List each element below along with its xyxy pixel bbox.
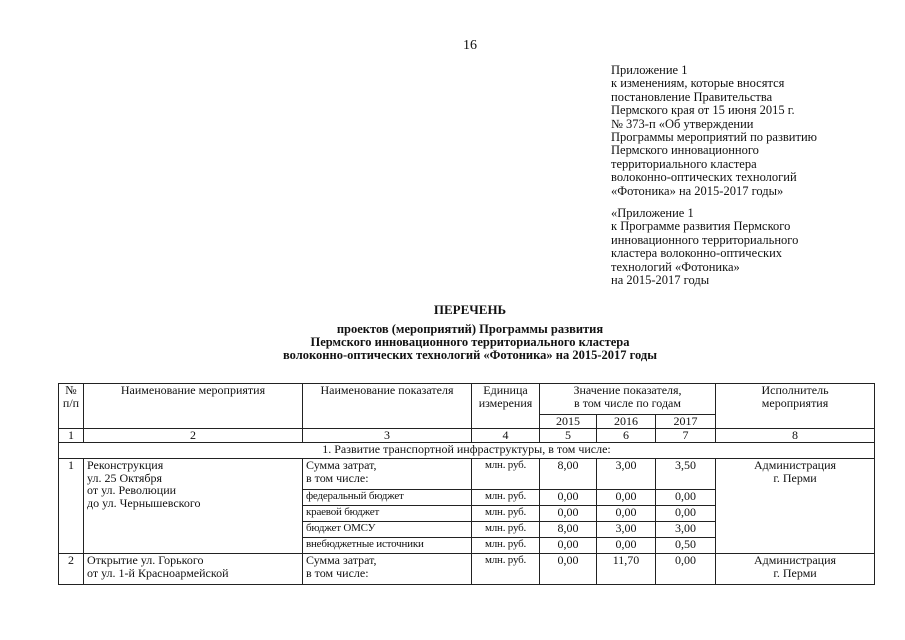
unit-cell: млн. руб. xyxy=(472,554,540,585)
header-num: № п/п xyxy=(59,384,84,429)
subtitle-line: проектов (мероприятий) Программы развития xyxy=(336,322,604,336)
header-year-2015: 2015 xyxy=(540,415,597,429)
indicator-cell: Сумма затрат, в том числе: xyxy=(303,459,472,490)
annex-line: технологий «Фотоника» xyxy=(611,259,740,274)
project-name: Открытие ул. Горького от ул. 1-й Красноармейской xyxy=(84,554,303,585)
value-2017: 3,50 xyxy=(656,459,716,490)
value-2017: 0,00 xyxy=(656,506,716,522)
annex-line: волоконно-оптических технологий xyxy=(611,170,797,185)
value-2017: 3,00 xyxy=(656,522,716,538)
column-number: 3 xyxy=(303,429,472,443)
column-number: 8 xyxy=(716,429,875,443)
annex-line: «Фотоника» на 2015-2017 годы» xyxy=(611,183,784,198)
projects-table xyxy=(58,383,875,585)
annex-line: Пермского инновационного xyxy=(611,143,759,158)
page-number: 16 xyxy=(463,38,477,53)
header-executor: Исполнитель мероприятия xyxy=(716,384,875,429)
value-2016: 0,00 xyxy=(597,538,656,554)
annex-block-2 xyxy=(611,207,896,287)
annex-line: к Программе развития Пермского xyxy=(611,219,791,234)
section-heading: 1. Развитие транспортной инфраструктуры, в том числе: xyxy=(59,443,875,459)
header-unit: Единица измерения xyxy=(472,384,540,429)
project-num: 2 xyxy=(59,554,84,585)
annex-line: «Приложение 1 xyxy=(611,206,694,220)
value-2015: 8,00 xyxy=(540,459,597,490)
annex-line: инновационного территориального xyxy=(611,232,799,247)
annex-line: постановление Правительства xyxy=(611,89,773,104)
column-number: 2 xyxy=(84,429,303,443)
project-name: Реконструкция ул. 25 Октября от ул. Революции до ул. Чернышевского xyxy=(84,459,303,554)
unit-cell: млн. руб. xyxy=(472,538,540,554)
column-numbers-row xyxy=(59,429,875,443)
indicator-cell: Сумма затрат, в том числе: xyxy=(303,554,472,585)
value-2015: 8,00 xyxy=(540,522,597,538)
indicator-cell: внебюджетные источники xyxy=(303,538,472,554)
indicator-cell: федеральный бюджет xyxy=(303,490,472,506)
annex-line: Приложение 1 xyxy=(611,63,688,77)
section-row xyxy=(59,443,875,459)
value-2016: 0,00 xyxy=(597,490,656,506)
header-year-2017: 2017 xyxy=(656,415,716,429)
executor-cell: Администрация г. Перми xyxy=(716,459,875,554)
header-event: Наименование мероприятия xyxy=(84,384,303,429)
value-2017: 0,00 xyxy=(656,554,716,585)
value-2015: 0,00 xyxy=(540,554,597,585)
document-title: ПЕРЕЧЕНЬ xyxy=(433,302,507,317)
value-2017: 0,00 xyxy=(656,490,716,506)
value-2017: 0,50 xyxy=(656,538,716,554)
column-number: 7 xyxy=(656,429,716,443)
unit-cell: млн. руб. xyxy=(472,490,540,506)
unit-cell: млн. руб. xyxy=(472,522,540,538)
value-2015: 0,00 xyxy=(540,506,597,522)
annex-line: Программы мероприятий по развитию xyxy=(611,130,817,145)
project-num: 1 xyxy=(59,459,84,554)
column-number: 4 xyxy=(472,429,540,443)
indicator-cell: бюджет ОМСУ xyxy=(303,522,472,538)
value-2016: 0,00 xyxy=(597,506,656,522)
executor-cell: Администрация г. Перми xyxy=(716,554,875,585)
annex-line: территориального кластера xyxy=(611,156,757,171)
value-2016: 3,00 xyxy=(597,522,656,538)
column-number: 5 xyxy=(540,429,597,443)
annex-line: к изменениям, которые вносятся xyxy=(611,76,785,91)
column-number: 6 xyxy=(597,429,656,443)
annex-line: кластера волоконно-оптических xyxy=(611,246,783,261)
unit-cell: млн. руб. xyxy=(472,506,540,522)
column-number: 1 xyxy=(59,429,84,443)
value-2015: 0,00 xyxy=(540,490,597,506)
header-row xyxy=(59,384,875,415)
header-value: Значение показателя, в том числе по годам xyxy=(540,384,716,415)
table-row xyxy=(59,554,875,585)
document-subtitle xyxy=(0,323,905,363)
value-2016: 11,70 xyxy=(597,554,656,585)
unit-cell: млн. руб. xyxy=(472,459,540,490)
value-2015: 0,00 xyxy=(540,538,597,554)
subtitle-line: волоконно-оптических технологий «Фотоника» на 2015-2017 годы xyxy=(283,348,657,363)
value-2016: 3,00 xyxy=(597,459,656,490)
annex-block-1 xyxy=(611,64,896,198)
annex-line: Пермского края от 15 июня 2015 г. xyxy=(611,103,795,118)
header-indicator: Наименование показателя xyxy=(303,384,472,429)
indicator-cell: краевой бюджет xyxy=(303,506,472,522)
annex-line: на 2015-2017 годы xyxy=(611,273,710,288)
header-year-2016: 2016 xyxy=(597,415,656,429)
annex-line: № 373-п «Об утверждении xyxy=(611,116,754,131)
subtitle-line: Пермского инновационного территориального кластера xyxy=(310,335,630,350)
table-row xyxy=(59,459,875,490)
